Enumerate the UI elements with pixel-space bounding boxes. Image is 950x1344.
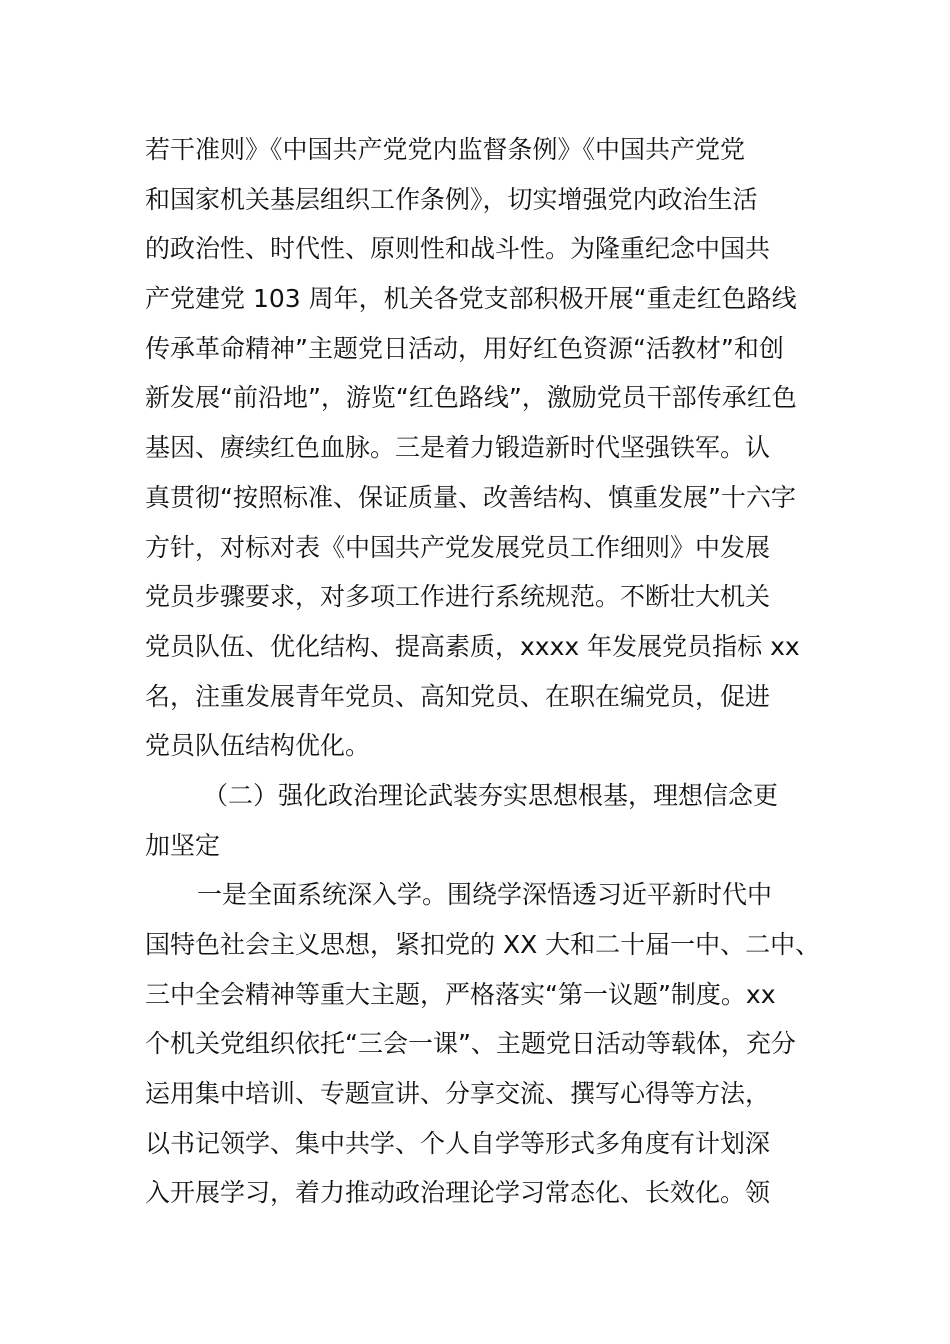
text-line: 基因、赓续红色血脉。三是着力锻造新时代坚强铁军。认	[145, 433, 771, 463]
text-line: 党员队伍、优化结构、提高素质，xxxx 年发展党员指标 xx	[145, 631, 800, 661]
text-line: 和国家机关基层组织工作条例》，切实增强党内政治生活	[145, 184, 758, 214]
section-heading-continuation: 加坚定	[145, 830, 221, 860]
text-line: 的政治性、时代性、原则性和战斗性。为隆重纪念中国共	[145, 234, 771, 264]
text-line: 产党建党 103 周年，机关各党支部积极开展“重走红色路线	[145, 284, 797, 314]
text-line: 传承革命精神”主题党日活动，用好红色资源“活教材”和创	[145, 333, 784, 363]
section-heading: （二）强化政治理论武装夯实思想根基，理想信念更	[203, 780, 779, 810]
text-line: 三中全会精神等重大主题，严格落实“第一议题”制度。xx	[145, 979, 776, 1009]
text-line: 党员队伍结构优化。	[145, 731, 371, 761]
text-line: 一是全面系统深入学。围绕学深悟透习近平新时代中	[197, 880, 773, 910]
text-line: 方针，对标对表《中国共产党发展党员工作细则》中发展	[145, 532, 771, 562]
text-line: 新发展“前沿地”，游览“红色路线”，激励党员干部传承红色	[145, 383, 797, 413]
text-line: 真贯彻“按照标准、保证质量、改善结构、慎重发展”十六字	[145, 482, 796, 512]
text-line: 名，注重发展青年党员、高知党员、在职在编党员，促进	[145, 681, 771, 711]
text-line: 运用集中培训、专题宣讲、分享交流、撰写心得等方法，	[145, 1079, 771, 1109]
text-line: 入开展学习，着力推动政治理论学习常态化、长效化。领	[145, 1178, 771, 1208]
document-body	[145, 125, 825, 1218]
text-line: 党员步骤要求，对多项工作进行系统规范。不断壮大机关	[145, 582, 771, 612]
text-line: 若干准则》《中国共产党党内监督条例》《中国共产党党	[145, 135, 746, 164]
text-line: 国特色社会主义思想，紧扣党的 XX 大和二十届一中、二中、	[145, 930, 821, 959]
text-line: 个机关党组织依托“三会一课”、主题党日活动等载体，充分	[145, 1029, 796, 1059]
text-line: 以书记领学、集中共学、个人自学等形式多角度有计划深	[145, 1128, 771, 1158]
